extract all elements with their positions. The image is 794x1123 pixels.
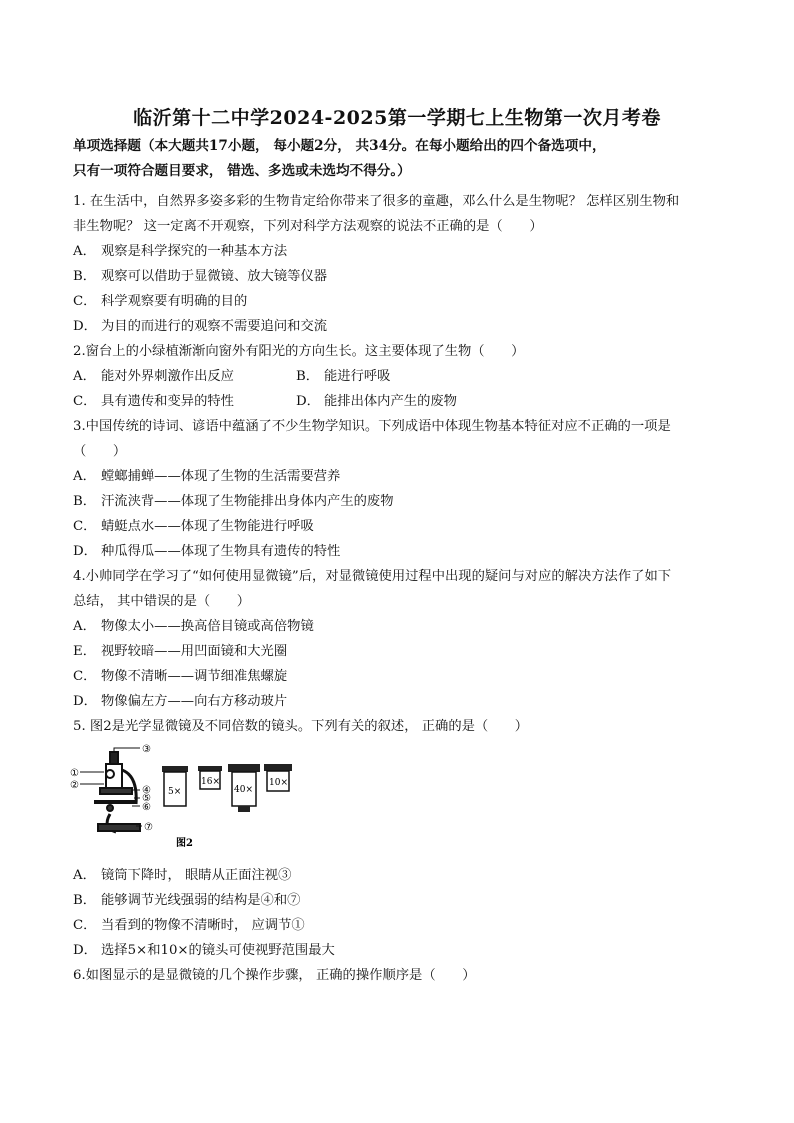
- option-text: 具有遗传和变异的特性: [101, 394, 234, 409]
- lens-40x: [228, 764, 260, 812]
- lens-40x-label: 40×: [234, 785, 253, 795]
- lens-5x: [162, 766, 188, 806]
- q2-option-b: [296, 365, 390, 384]
- option-text: 能够调节光线强弱的结构是④和⑦: [101, 893, 301, 908]
- marker-1: ①: [70, 768, 79, 779]
- option-text: 物像不清晰——调节细准焦螺旋: [101, 669, 288, 684]
- q1-stem-line-2: 非生物呢？ 这一定离不开观察，下列对科学方法观察的说法不正确的是（ ）: [73, 219, 543, 234]
- marker-5: ⑤: [142, 793, 151, 804]
- q4-option-c: [73, 665, 287, 684]
- option-text: 蜻蜓点水——体现了生物能进行呼吸: [101, 519, 314, 534]
- q5-option-d: [73, 939, 335, 958]
- q1-stem-line-1: 1. 在生活中，自然界多姿多彩的生物肯定给你带来了很多的童趣，邓么什么是生物呢？ 怎样区别生物和: [73, 194, 680, 209]
- option-text: 视野较暗——用凹面镜和大光圈: [101, 644, 288, 659]
- option-key: D．: [296, 394, 320, 409]
- option-text: 螳螂捕蝉——体现了生物的生活需要营养: [101, 469, 341, 484]
- microscope-drawing: [80, 748, 142, 832]
- option-text: 当看到的物像不清晰时， 应调节①: [101, 918, 305, 933]
- q3-option-b: [73, 490, 394, 509]
- microscope-figure: [70, 744, 300, 854]
- option-key: C．: [73, 294, 97, 309]
- option-key: D．: [73, 694, 97, 709]
- option-key: C．: [73, 394, 97, 409]
- option-key: D．: [73, 319, 97, 334]
- option-text: 能进行呼吸: [324, 369, 391, 384]
- marker-3: ③: [142, 744, 151, 755]
- option-key: E．: [73, 644, 97, 659]
- q2-option-c: [73, 390, 234, 409]
- option-text: 科学观察要有明确的目的: [101, 294, 248, 309]
- section-heading-line-2: 只有一项符合题目要求， 错选、多选或未选均不得分。）: [73, 163, 411, 179]
- option-key: A．: [73, 369, 96, 384]
- option-text: 镜筒下降时， 眼睛从正面注视③: [101, 868, 292, 883]
- option-key: D．: [73, 544, 97, 559]
- q4-option-d: [73, 690, 287, 709]
- marker-7: ⑦: [144, 822, 153, 833]
- option-key: B．: [73, 893, 97, 908]
- option-key: D．: [73, 943, 97, 958]
- section-heading-line-1: 单项选择题（本大题共17小题， 每小题2分， 共34分。在每小题给出的四个备选项中，: [73, 138, 606, 154]
- option-key: A．: [73, 244, 96, 259]
- lens-16x-label: 16×: [201, 777, 220, 787]
- q2-option-a: [73, 365, 234, 384]
- q3-option-c: [73, 515, 314, 534]
- option-text: 物像太小——换高倍目镜或高倍物镜: [101, 619, 314, 634]
- q5-option-b: [73, 889, 300, 908]
- lens-10x: [264, 764, 292, 791]
- option-key: C．: [73, 669, 97, 684]
- page-title: 临沂第十二中学2024-2025第一学期七上生物第一次月考卷: [133, 107, 661, 129]
- option-key: C．: [73, 519, 97, 534]
- option-text: 为目的而进行的观察不需要追问和交流: [101, 319, 328, 334]
- marker-4: ④: [142, 785, 151, 796]
- lens-5x-label: 5×: [168, 787, 182, 797]
- q3-option-a: [73, 465, 340, 484]
- q4-stem-line-2: 总结， 其中错误的是（ ）: [73, 594, 251, 609]
- option-text: 能排出体内产生的废物: [324, 394, 457, 409]
- q5-stem: 5. 图2是光学显微镜及不同倍数的镜头。下列有关的叙述， 正确的是（ ）: [73, 719, 529, 734]
- q1-option-a: [73, 240, 287, 259]
- option-key: A．: [73, 868, 96, 883]
- figure-caption: 图2: [176, 838, 193, 849]
- option-key: B．: [296, 369, 320, 384]
- option-key: A．: [73, 619, 96, 634]
- q4-option-e: [73, 640, 287, 659]
- q5-option-a: [73, 864, 291, 883]
- q4-option-a: [73, 615, 314, 634]
- option-text: 能对外界刺激作出反应: [101, 369, 234, 384]
- q1-option-b: [73, 265, 327, 284]
- option-key: C．: [73, 918, 97, 933]
- q3-stem-line-2: （ ）: [73, 444, 127, 459]
- q4-stem-line-1: 4.小帅同学在学习了“如何使用显微镜”后，对显微镜使用过程中出现的疑问与对应的解决方法作了如下: [73, 569, 672, 584]
- q3-option-d: [73, 540, 340, 559]
- q1-option-d: [73, 315, 327, 334]
- option-text: 观察是科学探究的一种基本方法: [101, 244, 288, 259]
- q2-option-d: [296, 390, 457, 409]
- q6-stem: 6.如图显示的是显微镜的几个操作步骤， 正确的操作顺序是（ ）: [73, 968, 476, 983]
- q2-stem: 2.窗台上的小绿植渐渐向窗外有阳光的方向生长。这主要体现了生物（ ）: [73, 344, 525, 359]
- marker-2: ②: [70, 780, 79, 791]
- option-key: B．: [73, 494, 97, 509]
- option-text: 物像偏左方——向右方移动玻片: [101, 694, 288, 709]
- option-key: A．: [73, 469, 96, 484]
- lens-10x-label: 10×: [269, 778, 288, 788]
- q3-stem-line-1: 3.中国传统的诗词、谚语中蕴涵了不少生物学知识。下列成语中体现生物基本特征对应不正确的一项是: [73, 419, 671, 434]
- option-text: 观察可以借助于显微镜、放大镜等仪器: [101, 269, 328, 284]
- option-text: 种瓜得瓜——体现了生物具有遗传的特性: [101, 544, 341, 559]
- option-text: 选择5×和10×的镜头可使视野范围最大: [101, 943, 335, 958]
- lens-16x: [198, 766, 222, 789]
- q5-option-c: [73, 914, 305, 933]
- q1-option-c: [73, 290, 247, 309]
- marker-6: ⑥: [142, 802, 151, 813]
- option-key: B．: [73, 269, 97, 284]
- option-text: 汗流浃背——体现了生物能排出身体内产生的废物: [101, 494, 394, 509]
